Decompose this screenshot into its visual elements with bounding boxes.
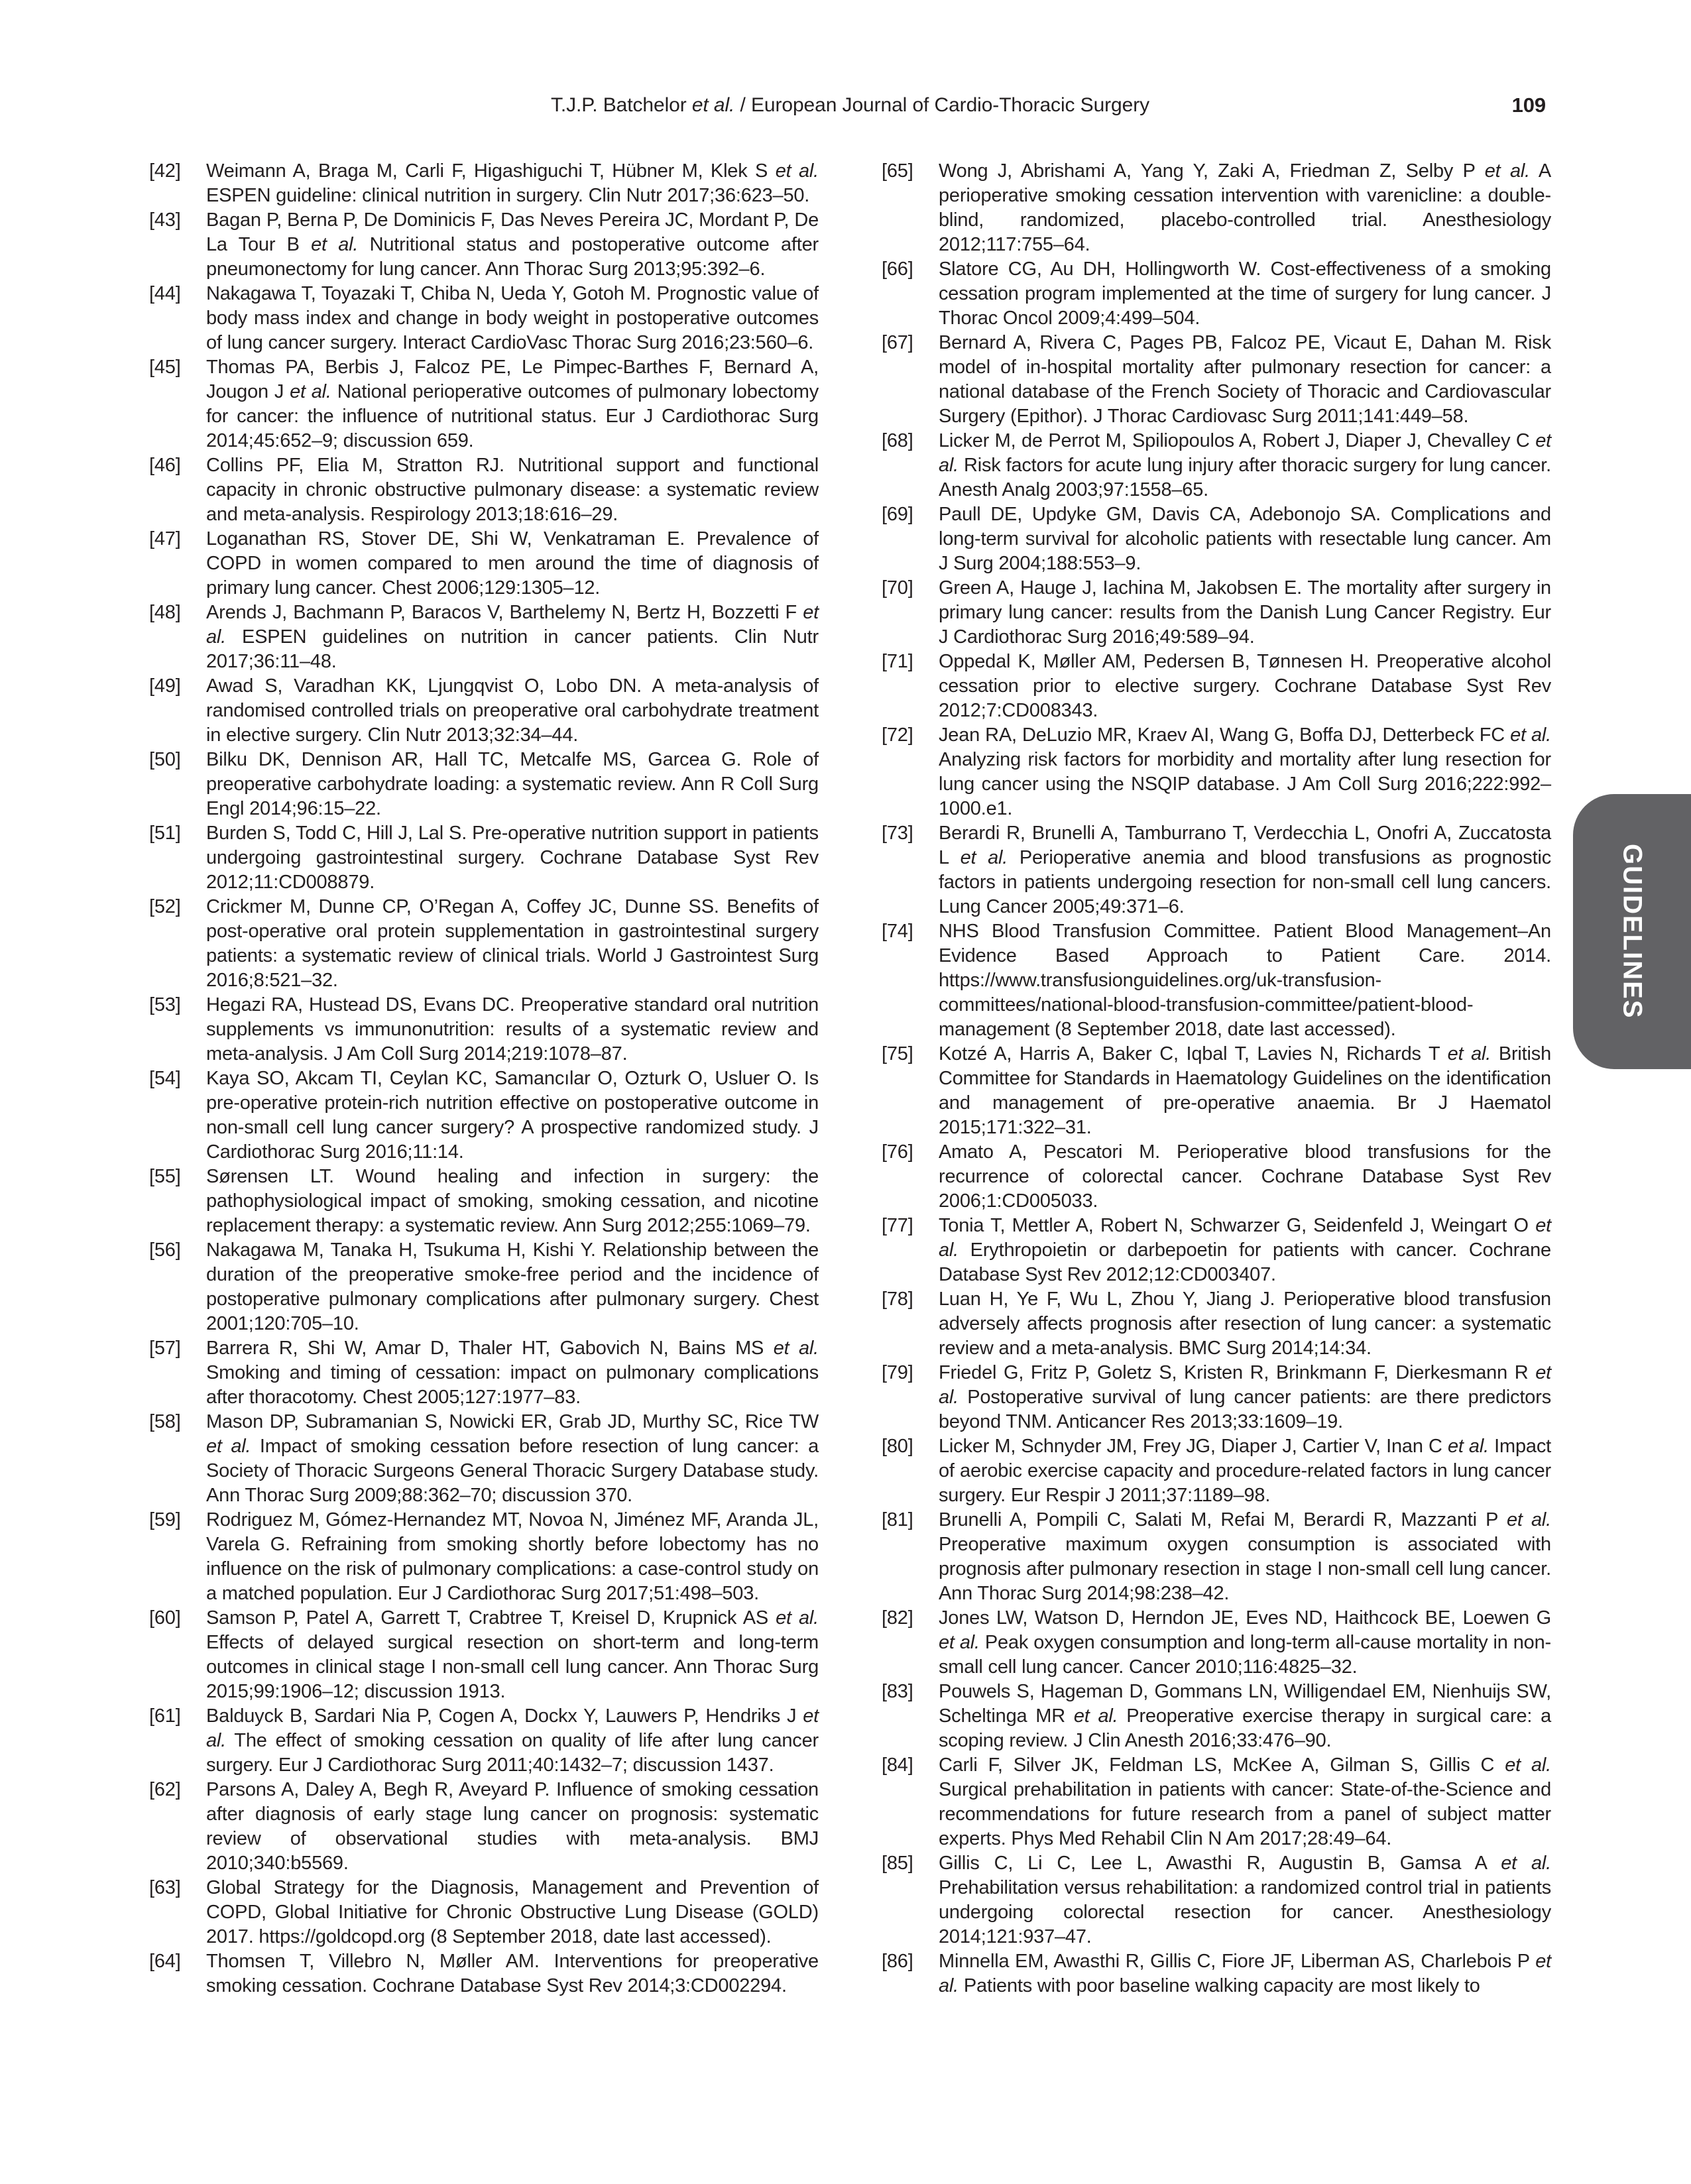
reference-item: [882, 1949, 1551, 1998]
reference-number: [65]: [882, 160, 913, 182]
reference-number: [66]: [882, 259, 913, 280]
reference-text: Samson P, Patel A, Garrett T, Crabtree T, Kreisel D, Krupnick AS et al. Effects of delayed surgical resection on short-term and long-term outcomes in clinical stage I non-small cell lung cancer. Ann Thorac Surg 2015;99:1906–12; discussion 1913.: [206, 1607, 819, 1702]
reference-number: [50]: [149, 749, 181, 770]
reference-number: [84]: [882, 1754, 913, 1776]
reference-item: [149, 453, 819, 527]
reference-number: [82]: [882, 1607, 913, 1629]
reference-number: [79]: [882, 1362, 913, 1383]
reference-item: [882, 1680, 1551, 1753]
reference-text: Minnella EM, Awasthi R, Gillis C, Fiore JF, Liberman AS, Charlebois P et al. Patients with poor baseline walking capacity are most likely to: [939, 1951, 1551, 1996]
reference-text: Brunelli A, Pompili C, Salati M, Refai M, Berardi R, Mazzanti P et al. Preoperative maximum oxygen consumption is associated with prognosis after pulmonary resection in stage I non-small cell lung cancer. Ann Thorac Surg 2014;98:238–42.: [939, 1509, 1551, 1604]
reference-text: NHS Blood Transfusion Committee. Patient Blood Management–An Evidence Based Approach to Patient Care. 2014. https://www.transfusionguidelines.org/uk-transfusion-committees/national-blood-transfusion-committee/patient-blood-management (8 September 2018, date last accessed).: [939, 921, 1551, 1040]
reference-item: [149, 1165, 819, 1238]
reference-number: [49]: [149, 675, 181, 697]
reference-item: [149, 208, 819, 282]
reference-number: [53]: [149, 994, 181, 1015]
reference-item: [149, 1066, 819, 1165]
reference-text: Gillis C, Li C, Lee L, Awasthi R, Augustin B, Gamsa A et al. Prehabilitation versus rehabilitation: a randomized control trial in patients undergoing colorectal resection for cancer. Anesthesiology 2014;121:937–47.: [939, 1853, 1552, 1947]
reference-number: [46]: [149, 455, 181, 476]
reference-number: [80]: [882, 1436, 913, 1457]
reference-number: [54]: [149, 1068, 181, 1089]
reference-number: [52]: [149, 896, 181, 917]
reference-text: Mason DP, Subramanian S, Nowicki ER, Grab JD, Murthy SC, Rice TW et al. Impact of smoking cessation before resection of lung cancer: a Society of Thoracic Surgeons General Thoracic Surgery Database study. Ann Thorac Surg 2009;88:362–70; discussion 370.: [206, 1411, 819, 1506]
references-right-column: [882, 159, 1551, 1998]
reference-item: [149, 1410, 819, 1508]
reference-item: [882, 919, 1551, 1042]
reference-text: Bagan P, Berna P, De Dominicis F, Das Neves Pereira JC, Mordant P, De La Tour B et al. Nutritional status and postoperative outcome after pneumonectomy for lung cancer. Ann Thorac Surg 2013;95:392–6.: [206, 209, 819, 280]
reference-text: Rodriguez M, Gómez-Hernandez MT, Novoa N, Jiménez MF, Aranda JL, Varela G. Refraining from smoking shortly before lobectomy has no influence on the risk of pulmonary complications: a case-control study on a matched population. Eur J Cardiothorac Surg 2017;51:498–503.: [206, 1509, 819, 1604]
reference-text: Oppedal K, Møller AM, Pedersen B, Tønnesen H. Preoperative alcohol cessation prior to elective surgery. Cochrane Database Syst Rev 2012;7:CD008343.: [939, 651, 1551, 721]
reference-item: [149, 1949, 819, 1998]
reference-text: Friedel G, Fritz P, Goletz S, Kristen R, Brinkmann F, Dierkesmann R et al. Postoperative survival of lung cancer patients: are there predictors beyond TNM. Anticancer Res 2013;33:1609–19.: [939, 1362, 1551, 1432]
reference-text: Awad S, Varadhan KK, Ljungqvist O, Lobo DN. A meta-analysis of randomised controlled trials on preoperative oral carbohydrate treatment in elective surgery. Clin Nutr 2013;32:34–44.: [206, 675, 819, 746]
reference-item: [149, 748, 819, 821]
reference-number: [67]: [882, 332, 913, 353]
reference-number: [85]: [882, 1853, 913, 1874]
reference-item: [882, 1042, 1551, 1140]
reference-item: [149, 1704, 819, 1778]
reference-text: Arends J, Bachmann P, Baracos V, Barthelemy N, Bertz H, Bozzetti F et al. ESPEN guidelines on nutrition in cancer patients. Clin Nutr 2017;36:11–48.: [206, 602, 819, 672]
reference-number: [77]: [882, 1215, 913, 1236]
reference-item: [882, 257, 1551, 331]
reference-text: Collins PF, Elia M, Stratton RJ. Nutritional support and functional capacity in chronic obstructive pulmonary disease: a systematic review and meta-analysis. Respirology 2013;18:616–29.: [206, 455, 819, 525]
reference-text: Jean RA, DeLuzio MR, Kraev AI, Wang G, Boffa DJ, Detterbeck FC et al. Analyzing risk factors for morbidity and mortality after lung resection for lung cancer using the NSQIP database. J Am Coll Surg 2016;222:992–1000.e1.: [939, 724, 1552, 819]
reference-item: [149, 821, 819, 895]
reference-item: [882, 331, 1551, 429]
reference-number: [42]: [149, 160, 181, 182]
reference-item: [882, 1214, 1551, 1287]
guidelines-side-tab: [1573, 794, 1691, 1069]
reference-text: Loganathan RS, Stover DE, Shi W, Venkatraman E. Prevalence of COPD in women compared to men around the time of diagnosis of primary lung cancer. Chest 2006;129:1305–12.: [206, 528, 819, 599]
reference-item: [882, 1287, 1551, 1361]
reference-number: [48]: [149, 602, 181, 623]
reference-text: Tonia T, Mettler A, Robert N, Schwarzer G, Seidenfeld J, Weingart O et al. Erythropoietin or darbepoetin for patients with cancer. Cochrane Database Syst Rev 2012;12:CD003407.: [939, 1215, 1551, 1285]
reference-text: Nakagawa T, Toyazaki T, Chiba N, Ueda Y, Gotoh M. Prognostic value of body mass index and change in body weight in postoperative outcomes of lung cancer surgery. Interact CardioVasc Thorac Surg 2016;23:560–6.: [206, 283, 819, 353]
references-left-column: [149, 159, 819, 1998]
reference-number: [63]: [149, 1877, 181, 1898]
reference-number: [51]: [149, 823, 181, 844]
reference-number: [73]: [882, 823, 913, 844]
reference-item: [882, 576, 1551, 650]
reference-number: [70]: [882, 577, 913, 599]
reference-text: Wong J, Abrishami A, Yang Y, Zaki A, Friedman Z, Selby P et al. A perioperative smoking cessation intervention with varenicline: a double-blind, randomized, placebo-controlled trial. Anesthesiology 2012;117:755–64.: [939, 160, 1551, 255]
reference-number: [56]: [149, 1239, 181, 1261]
reference-number: [76]: [882, 1141, 913, 1163]
reference-number: [86]: [882, 1951, 913, 1972]
reference-item: [149, 1508, 819, 1606]
reference-item: [882, 650, 1551, 723]
reference-number: [47]: [149, 528, 181, 549]
reference-text: Pouwels S, Hageman D, Gommans LN, Willigendael EM, Nienhuijs SW, Scheltinga MR et al. Preoperative exercise therapy in surgical care: a scoping review. J Clin Anesth 2016;33:476–90.: [939, 1681, 1551, 1751]
reference-item: [149, 159, 819, 208]
reference-item: [882, 1508, 1551, 1606]
reference-number: [45]: [149, 357, 181, 378]
reference-text: Thomas PA, Berbis J, Falcoz PE, Le Pimpec-Barthes F, Bernard A, Jougon J et al. National perioperative outcomes of pulmonary lobectomy for cancer: the influence of nutritional status. Eur J Cardiothorac Surg 2014;45:652–9; discussion 659.: [206, 357, 819, 451]
reference-number: [57]: [149, 1338, 181, 1359]
reference-number: [81]: [882, 1509, 913, 1530]
reference-item: [882, 723, 1551, 821]
reference-item: [149, 674, 819, 748]
reference-number: [69]: [882, 504, 913, 525]
reference-item: [149, 282, 819, 355]
reference-text: Luan H, Ye F, Wu L, Zhou Y, Jiang J. Perioperative blood transfusion adversely affects prognosis after resection of lung cancer: a systematic review and a meta-analysis. BMC Surg 2014;14:34.: [939, 1289, 1551, 1359]
reference-item: [149, 355, 819, 453]
reference-item: [149, 1606, 819, 1704]
reference-number: [61]: [149, 1705, 181, 1727]
reference-number: [62]: [149, 1779, 181, 1800]
reference-item: [882, 1140, 1551, 1214]
reference-item: [882, 1361, 1551, 1434]
reference-item: [882, 1851, 1551, 1949]
running-title: T.J.P. Batchelor et al. / European Journal of Cardio-Thoracic Surgery: [550, 94, 1150, 116]
reference-item: [882, 1753, 1551, 1851]
reference-item: [882, 502, 1551, 576]
reference-text: Licker M, Schnyder JM, Frey JG, Diaper J, Cartier V, Inan C et al. Impact of aerobic exercise capacity and procedure-related factors in lung cancer surgery. Eur Respir J 2011;37:1189–98.: [939, 1436, 1552, 1506]
reference-number: [68]: [882, 430, 913, 451]
reference-item: [149, 1336, 819, 1410]
reference-number: [72]: [882, 724, 913, 746]
references-section: [149, 159, 1551, 1998]
reference-item: [149, 993, 819, 1066]
reference-text: Global Strategy for the Diagnosis, Management and Prevention of COPD, Global Initiative for Chronic Obstructive Lung Disease (GOLD) 2017. https://goldcopd.org (8 September 2018, date last accessed).: [206, 1877, 819, 1947]
reference-text: Bilku DK, Dennison AR, Hall TC, Metcalfe MS, Garcea G. Role of preoperative carbohydrate loading: a systematic review. Ann R Coll Surg Engl 2014;96:15–22.: [206, 749, 819, 819]
reference-item: [882, 429, 1551, 502]
reference-text: Nakagawa M, Tanaka H, Tsukuma H, Kishi Y. Relationship between the duration of the preoperative smoke-free period and the incidence of postoperative pulmonary complications after pulmonary surgery. Chest 2001;120:705–10.: [206, 1239, 819, 1334]
reference-text: Kaya SO, Akcam TI, Ceylan KC, Samancılar O, Ozturk O, Usluer O. Is pre-operative protein-rich nutrition effective on postoperative outcome in non-small cell lung cancer surgery? A prospective randomized study. J Cardiothorac Surg 2016;11:14.: [206, 1068, 819, 1163]
reference-item: [882, 159, 1551, 257]
reference-number: [78]: [882, 1289, 913, 1310]
reference-number: [59]: [149, 1509, 181, 1530]
reference-text: Bernard A, Rivera C, Pages PB, Falcoz PE, Vicaut E, Dahan M. Risk model of in-hospital mortality after pulmonary resection for cancer: a national database of the French Society of Thoracic and Cardiovascular Surgery (Epithor). J Thorac Cardiovasc Surg 2011;141:449–58.: [939, 332, 1551, 427]
reference-number: [43]: [149, 209, 181, 231]
reference-item: [149, 527, 819, 601]
page-header: [149, 93, 1551, 121]
reference-text: Paull DE, Updyke GM, Davis CA, Adebonojo SA. Complications and long-term survival for alcoholic patients with resectable lung cancer. Am J Surg 2004;188:553–9.: [939, 504, 1551, 574]
reference-text: Sørensen LT. Wound healing and infection in surgery: the pathophysiological impact of smoking, smoking cessation, and nicotine replacement therapy: a systematic review. Ann Surg 2012;255:1069–79.: [206, 1166, 819, 1236]
reference-number: [71]: [882, 651, 913, 672]
reference-text: Jones LW, Watson D, Herndon JE, Eves ND, Haithcock BE, Loewen G et al. Peak oxygen consumption and long-term all-cause mortality in non-small cell lung cancer. Cancer 2010;116:4825–32.: [939, 1607, 1552, 1678]
reference-item: [149, 1238, 819, 1336]
reference-text: Kotzé A, Harris A, Baker C, Iqbal T, Lavies N, Richards T et al. British Committee for Standards in Haematology Guidelines on the identification and management of pre-operative anaemia. Br J Haematol 2015;171:322–31.: [939, 1043, 1551, 1138]
reference-text: Balduyck B, Sardari Nia P, Cogen A, Dockx Y, Lauwers P, Hendriks J et al. The effect of smoking cessation on quality of life after lung cancer surgery. Eur J Cardiothorac Surg 2011;40:1432–7; discussion 1437.: [206, 1705, 819, 1776]
reference-item: [149, 1876, 819, 1949]
reference-text: Barrera R, Shi W, Amar D, Thaler HT, Gabovich N, Bains MS et al. Smoking and timing of cessation: impact on pulmonary complications after thoracotomy. Chest 2005;127:1977–83.: [206, 1338, 819, 1408]
reference-text: Thomsen T, Villebro N, Møller AM. Interventions for preoperative smoking cessation. Cochrane Database Syst Rev 2014;3:CD002294.: [206, 1951, 819, 1996]
reference-text: Hegazi RA, Hustead DS, Evans DC. Preoperative standard oral nutrition supplements vs immunonutrition: results of a systematic review and meta-analysis. J Am Coll Surg 2014;219:1078–87.: [206, 994, 819, 1064]
reference-number: [60]: [149, 1607, 181, 1629]
reference-text: Licker M, de Perrot M, Spiliopoulos A, Robert J, Diaper J, Chevalley C et al. Risk factors for acute lung injury after thoracic surgery for lung cancer. Anesth Analg 2003;97:1558–65.: [939, 430, 1551, 500]
reference-number: [75]: [882, 1043, 913, 1064]
reference-number: [58]: [149, 1411, 181, 1432]
reference-item: [882, 1606, 1551, 1680]
reference-text: Berardi R, Brunelli A, Tamburrano T, Verdecchia L, Onofri A, Zuccatosta L et al. Perioperative anemia and blood transfusions as prognostic factors in patients undergoing resection for non-small cell lung cancers. Lung Cancer 2005;49:371–6.: [939, 823, 1551, 917]
reference-text: Weimann A, Braga M, Carli F, Higashiguchi T, Hübner M, Klek S et al. ESPEN guideline: clinical nutrition in surgery. Clin Nutr 2017;36:623–50.: [206, 160, 819, 206]
reference-item: [882, 821, 1551, 919]
reference-text: Carli F, Silver JK, Feldman LS, McKee A, Gilman S, Gillis C et al. Surgical prehabilitation in patients with cancer: State-of-the-Science and recommendations for future research from a panel of subject matter experts. Phys Med Rehabil Clin N Am 2017;28:49–64.: [939, 1754, 1551, 1849]
reference-number: [55]: [149, 1166, 181, 1187]
reference-number: [64]: [149, 1951, 181, 1972]
reference-number: [74]: [882, 921, 913, 942]
guidelines-tab-label: GUIDELINES: [1617, 844, 1647, 1019]
reference-item: [149, 895, 819, 993]
page-number: 109: [1511, 93, 1546, 117]
reference-text: Amato A, Pescatori M. Perioperative blood transfusions for the recurrence of colorectal cancer. Cochrane Database Syst Rev 2006;1:CD005033.: [939, 1141, 1551, 1212]
reference-number: [44]: [149, 283, 181, 304]
reference-text: Burden S, Todd C, Hill J, Lal S. Pre-operative nutrition support in patients undergoing gastrointestinal surgery. Cochrane Database Syst Rev 2012;11:CD008879.: [206, 823, 819, 893]
reference-number: [83]: [882, 1681, 913, 1702]
reference-text: Green A, Hauge J, Iachina M, Jakobsen E. The mortality after surgery in primary lung cancer: results from the Danish Lung Cancer Registry. Eur J Cardiothorac Surg 2016;49:589–94.: [939, 577, 1551, 648]
reference-text: Slatore CG, Au DH, Hollingworth W. Cost-effectiveness of a smoking cessation program implemented at the time of surgery for lung cancer. J Thorac Oncol 2009;4:499–504.: [939, 259, 1551, 329]
reference-item: [882, 1434, 1551, 1508]
reference-item: [149, 601, 819, 674]
reference-text: Parsons A, Daley A, Begh R, Aveyard P. Influence of smoking cessation after diagnosis of early stage lung cancer on prognosis: systematic review of observational studies with meta-analysis. BMJ 2010;340:b5569.: [206, 1779, 819, 1874]
reference-text: Crickmer M, Dunne CP, O’Regan A, Coffey JC, Dunne SS. Benefits of post-operative oral protein supplementation in gastrointestinal surgery patients: a systematic review of clinical trials. World J Gastrointest Surg 2016;8:521–32.: [206, 896, 819, 991]
reference-item: [149, 1778, 819, 1876]
